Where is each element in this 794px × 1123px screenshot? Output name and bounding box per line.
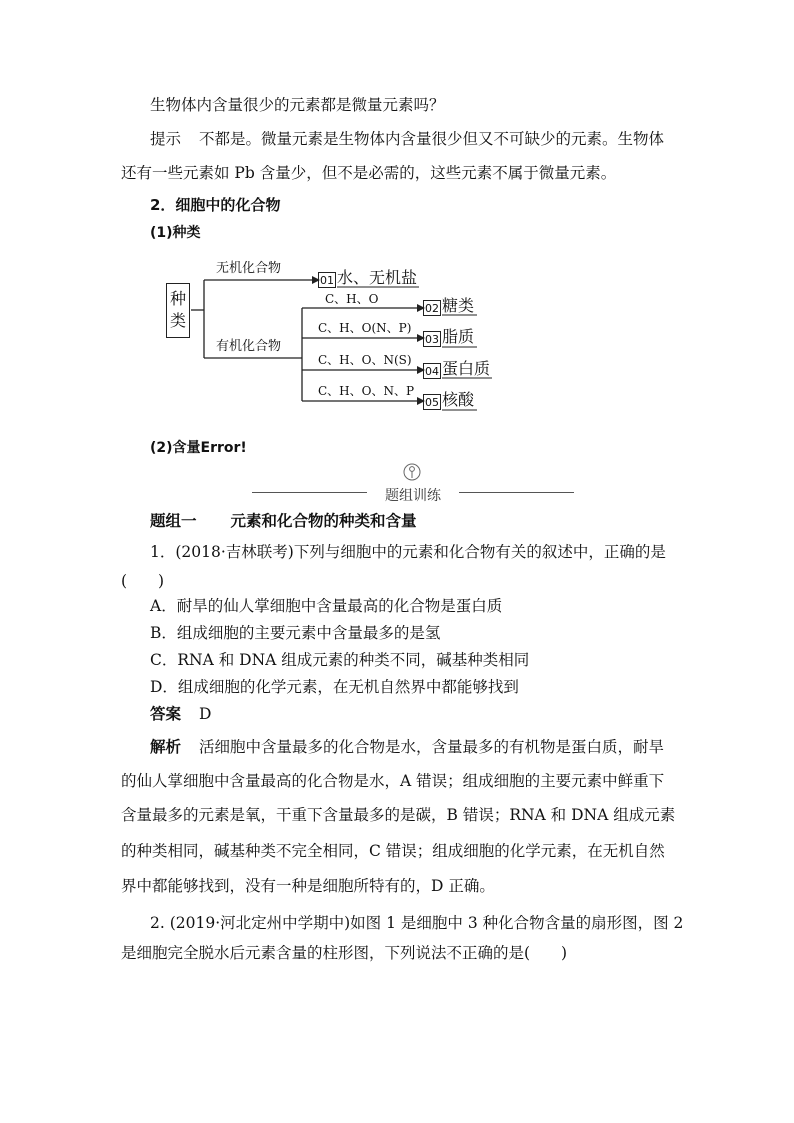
analysis-line-5: 界中都能够找到，没有一种是细胞所特有的，D 正确。 [121,877,495,895]
group-label: 题组一 [150,512,197,530]
q1-paren: ( ) [121,572,165,590]
q1-answer [150,707,211,723]
q1-option-c: C．RNA 和 DNA 组成元素的种类不同，碱基种类相同 [150,651,530,669]
compound-kinds-diagram [154,250,510,428]
section-title: 题组训练 [385,488,441,504]
elements-protein: C、H、O、N(S) [318,353,412,367]
q2-line-1: 2. (2019·河北定州中学期中)如图 1 是细胞中 3 种化合物含量的扇形图，图 2 [150,914,684,932]
item-number-03: 03 [425,333,439,346]
section-rule-right [459,492,574,493]
analysis-line-1 [150,740,664,756]
subheading-content: (2)含量Error! [150,440,247,456]
hint-line-2: 还有一些元素如 Pb 含量少，但不是必需的，这些元素不属于微量元素。 [121,164,617,182]
hint-line-1 [150,132,664,148]
answer-value: D [199,705,212,723]
analysis-line-4: 的种类相同，碱基种类不完全相同，C 错误；组成细胞的化学元素，在无机自然 [121,842,665,860]
root-box: 种类 [166,283,190,338]
item-sugar: 糖类 [442,296,475,315]
elements-sugar: C、H、O [325,292,379,306]
inorganic-label: 无机化合物 [216,261,282,276]
analysis-text-1: 活细胞中含量最多的化合物是水，含量最多的有机物是蛋白质，耐旱 [199,738,665,756]
item-number-01: 01 [320,274,334,287]
item-number-02: 02 [425,302,439,315]
q1-option-b: B．组成细胞的主要元素中含量最多的是氢 [150,624,441,642]
item-protein: 蛋白质 [442,359,491,378]
subheading-kinds: (1)种类 [150,225,201,241]
q1-option-d: D．组成细胞的化学元素，在无机自然界中都能够找到 [150,678,519,696]
item-water-salt: 水、无机盐 [337,268,418,287]
item-lipid: 脂质 [442,327,475,346]
group-heading [150,514,417,530]
hint-label: 提示 [150,130,182,148]
heading-compounds: 2．细胞中的化合物 [150,196,281,214]
item-number-05: 05 [425,396,439,409]
analysis-line-3: 含量最多的元素是氧，干重下含量最多的是碳，B 错误；RNA 和 DNA 组成元素 [121,806,676,824]
q1-option-a: A．耐旱的仙人掌细胞中含量最高的化合物是蛋白质 [150,597,503,615]
q2-line-2: 是细胞完全脱水后元素含量的柱形图，下列说法不正确的是( ) [121,944,568,962]
question-intro: 生物体内含量很少的元素都是微量元素吗？ [150,96,445,114]
analysis-label: 解析 [150,738,182,756]
item-nucleic-acid: 核酸 [442,390,475,409]
item-number-04: 04 [425,365,439,378]
section-header [252,462,574,502]
answer-label: 答案 [150,705,182,723]
elements-lipid: C、H、O(N、P) [318,321,412,335]
organic-label: 有机化合物 [216,339,282,354]
q1-stem: 1．(2018·吉林联考)下列与细胞中的元素和化合物有关的叙述中，正确的是 [150,543,666,561]
analysis-line-2: 的仙人掌细胞中含量最高的化合物是水，A 错误；组成细胞的主要元素中鲜重下 [121,772,665,790]
group-title: 元素和化合物的种类和含量 [230,512,417,530]
elements-nucleic-acid: C、H、O、N、P [318,384,415,398]
hint-text-1: 不都是。微量元素是生物体内含量很少但又不可缺少的元素。生物体 [199,130,665,148]
section-ornament-icon [403,463,421,481]
